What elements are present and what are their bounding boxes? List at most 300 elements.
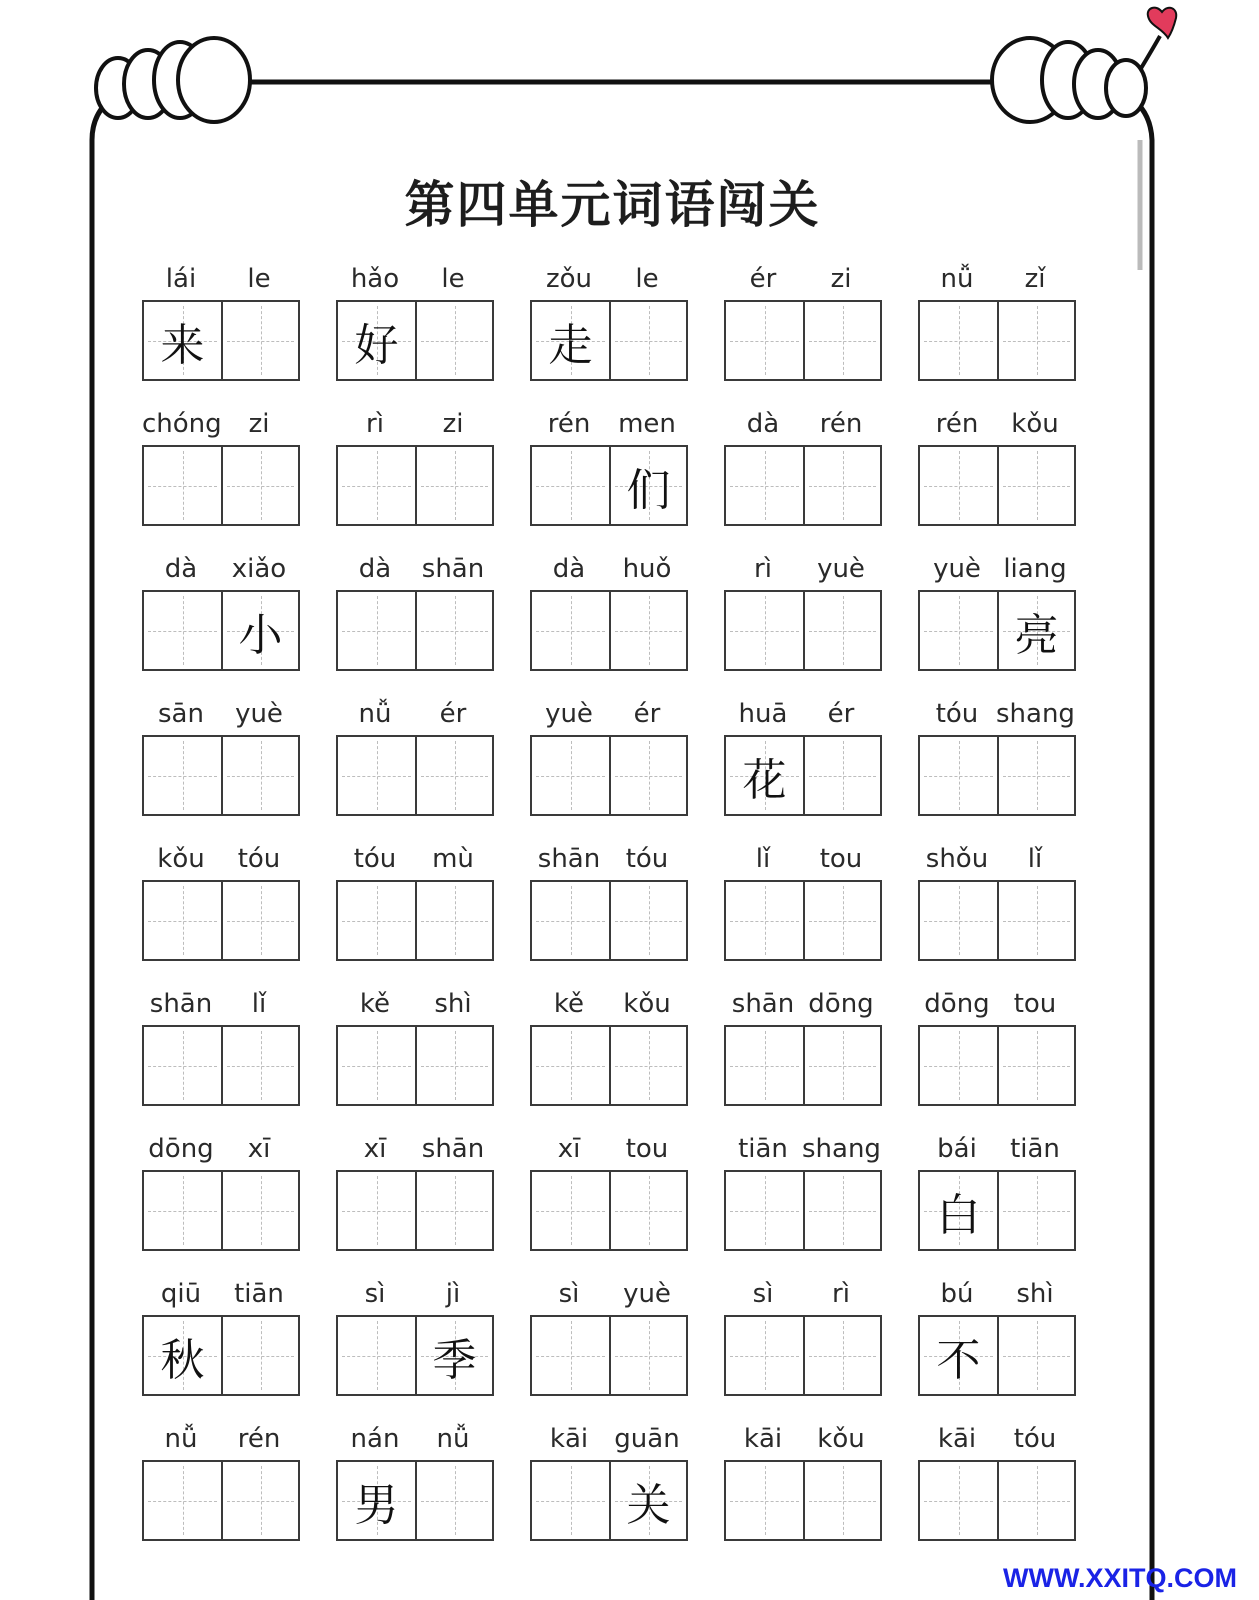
given-character [999, 447, 1074, 524]
character-cell[interactable] [144, 302, 221, 379]
character-cell[interactable] [803, 592, 880, 669]
pinyin-syllable: shǒu [925, 844, 989, 874]
given-character [338, 447, 415, 524]
character-cell[interactable] [726, 592, 803, 669]
given-character [417, 592, 492, 669]
pinyin-syllable: nǚ [940, 264, 974, 294]
character-cell[interactable] [920, 1027, 997, 1104]
word-item [530, 1422, 686, 1567]
character-cell[interactable] [803, 737, 880, 814]
pinyin-row [142, 407, 298, 441]
pinyin-syllable: nǚ [358, 699, 392, 729]
given-character [144, 1172, 221, 1249]
writing-box [142, 300, 300, 381]
pinyin-row [336, 552, 492, 586]
character-cell[interactable] [144, 1027, 221, 1104]
given-character [532, 882, 609, 959]
writing-box [530, 1315, 688, 1396]
character-cell[interactable] [221, 1172, 298, 1249]
given-character [805, 882, 880, 959]
given-character [999, 1172, 1074, 1249]
pinyin-syllable: rén [547, 409, 591, 439]
character-cell[interactable] [609, 1027, 686, 1104]
character-cell[interactable] [532, 302, 609, 379]
character-cell[interactable] [920, 447, 997, 524]
pinyin-row [724, 552, 880, 586]
given-character [417, 1172, 492, 1249]
character-cell[interactable] [920, 1317, 997, 1394]
pinyin-row [918, 552, 1074, 586]
character-cell[interactable] [726, 882, 803, 959]
character-cell[interactable] [338, 1027, 415, 1104]
pinyin-row [142, 842, 298, 876]
word-item [530, 552, 686, 697]
word-item [336, 262, 492, 407]
given-character [532, 447, 609, 524]
given-character: 季 [432, 1334, 477, 1386]
given-character [999, 1462, 1074, 1539]
character-cell[interactable] [997, 302, 1074, 379]
character-cell[interactable] [920, 737, 997, 814]
word-item [724, 407, 880, 552]
pinyin-row [530, 1277, 686, 1311]
word-item [918, 697, 1074, 842]
character-cell[interactable] [532, 592, 609, 669]
character-cell[interactable] [415, 737, 492, 814]
given-character [223, 1027, 298, 1104]
character-cell[interactable] [221, 302, 298, 379]
writing-box [724, 300, 882, 381]
pinyin-row [918, 1422, 1074, 1456]
character-cell[interactable] [609, 447, 686, 524]
given-character [223, 1317, 298, 1394]
given-character [611, 592, 686, 669]
pinyin-syllable: shang [802, 1134, 881, 1164]
writing-box [530, 880, 688, 961]
character-cell[interactable] [144, 882, 221, 959]
word-item [918, 1277, 1074, 1422]
pinyin-syllable: kǒu [157, 844, 205, 874]
pinyin-row [142, 1132, 298, 1166]
writing-box [724, 1460, 882, 1541]
character-cell[interactable] [803, 1462, 880, 1539]
pinyin-syllable: rì [366, 409, 384, 439]
pinyin-syllable: lǐ [1027, 844, 1043, 874]
pinyin-syllable: zǐ [1024, 264, 1046, 294]
writing-box [724, 1315, 882, 1396]
writing-box [918, 1170, 1076, 1251]
character-cell[interactable] [532, 447, 609, 524]
character-cell[interactable] [609, 1462, 686, 1539]
character-cell[interactable] [415, 882, 492, 959]
character-cell[interactable] [338, 302, 415, 379]
pinyin-syllable: tiān [234, 1279, 284, 1309]
character-cell[interactable] [144, 737, 221, 814]
given-character [611, 737, 686, 814]
character-cell[interactable] [609, 592, 686, 669]
pinyin-row [336, 697, 492, 731]
character-cell[interactable] [920, 1462, 997, 1539]
writing-box [142, 1315, 300, 1396]
pinyin-syllable: shān [149, 989, 213, 1019]
character-cell[interactable] [338, 447, 415, 524]
pinyin-row [530, 552, 686, 586]
writing-box [918, 735, 1076, 816]
pinyin-syllable: kě [359, 989, 391, 1019]
character-cell[interactable] [997, 592, 1074, 669]
pinyin-syllable: xiǎo [231, 554, 287, 584]
character-cell[interactable] [221, 737, 298, 814]
given-character [532, 1462, 609, 1539]
pinyin-row [530, 1422, 686, 1456]
given-character [726, 592, 803, 669]
writing-box [918, 1025, 1076, 1106]
given-character [144, 737, 221, 814]
left-curl-decoration [96, 38, 250, 122]
word-item [336, 842, 492, 987]
given-character [338, 882, 415, 959]
given-character [532, 1317, 609, 1394]
given-character [417, 1462, 492, 1539]
character-cell[interactable] [338, 1317, 415, 1394]
pinyin-syllable: yuè [623, 1279, 671, 1309]
pinyin-syllable: tou [1013, 989, 1057, 1019]
pinyin-syllable: sì [558, 1279, 580, 1309]
pinyin-syllable: kāi [743, 1424, 783, 1454]
pinyin-row [918, 262, 1074, 296]
given-character: 亮 [1014, 609, 1059, 661]
writing-box [142, 1025, 300, 1106]
given-character [223, 447, 298, 524]
character-cell[interactable] [221, 447, 298, 524]
character-cell[interactable] [415, 1462, 492, 1539]
pinyin-syllable: xī [557, 1134, 581, 1164]
word-item [918, 262, 1074, 407]
writing-box [724, 1025, 882, 1106]
given-character [726, 1172, 803, 1249]
writing-box [724, 1170, 882, 1251]
given-character [805, 447, 880, 524]
pinyin-syllable: shān [731, 989, 795, 1019]
given-character [920, 302, 997, 379]
word-item [336, 697, 492, 842]
pinyin-syllable: tou [819, 844, 863, 874]
character-cell[interactable] [803, 302, 880, 379]
character-cell[interactable] [803, 447, 880, 524]
pinyin-syllable: xī [247, 1134, 271, 1164]
character-cell[interactable] [803, 882, 880, 959]
pinyin-row [142, 262, 298, 296]
character-cell[interactable] [997, 882, 1074, 959]
word-grid [142, 262, 1082, 1567]
pinyin-syllable: ér [439, 699, 467, 729]
character-cell[interactable] [144, 592, 221, 669]
pinyin-syllable: yuè [235, 699, 283, 729]
given-character [532, 592, 609, 669]
word-item [336, 1277, 492, 1422]
given-character [999, 737, 1074, 814]
pinyin-syllable: yuè [545, 699, 593, 729]
pinyin-row [336, 407, 492, 441]
pinyin-row [724, 697, 880, 731]
character-cell[interactable] [532, 1317, 609, 1394]
pinyin-row [724, 1132, 880, 1166]
given-character [611, 302, 686, 379]
pinyin-row [530, 407, 686, 441]
writing-box [336, 590, 494, 671]
pinyin-syllable: shān [537, 844, 601, 874]
pinyin-syllable: rén [819, 409, 863, 439]
word-item [336, 1132, 492, 1277]
pinyin-row [142, 1277, 298, 1311]
pinyin-syllable: huǒ [622, 554, 672, 584]
word-item [724, 552, 880, 697]
word-item [724, 1132, 880, 1277]
pinyin-row [918, 1132, 1074, 1166]
pinyin-row [336, 987, 492, 1021]
character-cell[interactable] [532, 1027, 609, 1104]
given-character [144, 882, 221, 959]
character-cell[interactable] [920, 882, 997, 959]
pinyin-row [530, 262, 686, 296]
pinyin-syllable: huā [738, 699, 788, 729]
character-cell[interactable] [803, 1172, 880, 1249]
word-item [724, 1422, 880, 1567]
character-cell[interactable] [338, 882, 415, 959]
pinyin-syllable: shān [421, 1134, 485, 1164]
character-cell[interactable] [997, 1172, 1074, 1249]
pinyin-row [142, 1422, 298, 1456]
given-character: 白 [936, 1189, 981, 1241]
given-character [726, 302, 803, 379]
writing-box [530, 445, 688, 526]
word-item [724, 842, 880, 987]
pinyin-syllable: bái [937, 1134, 977, 1164]
pinyin-syllable: nǚ [436, 1424, 470, 1454]
character-cell[interactable] [532, 882, 609, 959]
pinyin-syllable: tiān [738, 1134, 788, 1164]
pinyin-row [918, 407, 1074, 441]
character-cell[interactable] [221, 1027, 298, 1104]
pinyin-row [724, 407, 880, 441]
character-cell[interactable] [415, 1172, 492, 1249]
pinyin-syllable: kǒu [1011, 409, 1059, 439]
character-cell[interactable] [415, 447, 492, 524]
writing-box [530, 1460, 688, 1541]
word-item [336, 987, 492, 1132]
given-character [144, 1462, 221, 1539]
given-character: 秋 [160, 1334, 205, 1386]
watermark: WWW.XXITQ.COM [1003, 1563, 1237, 1593]
pinyin-syllable: sì [364, 1279, 386, 1309]
given-character [223, 737, 298, 814]
pinyin-syllable: le [635, 264, 659, 294]
pinyin-syllable: zi [442, 409, 464, 439]
pinyin-syllable: hǎo [350, 264, 400, 294]
pinyin-syllable: tiān [1010, 1134, 1060, 1164]
pinyin-syllable: jì [445, 1279, 461, 1309]
character-cell[interactable] [221, 882, 298, 959]
character-cell[interactable] [415, 592, 492, 669]
character-cell[interactable] [997, 1317, 1074, 1394]
writing-box [142, 880, 300, 961]
writing-box [724, 590, 882, 671]
pinyin-syllable: zǒu [545, 264, 593, 294]
given-character [805, 737, 880, 814]
writing-box [336, 1025, 494, 1106]
pinyin-syllable: men [618, 409, 676, 439]
given-character [805, 302, 880, 379]
character-cell[interactable] [920, 1172, 997, 1249]
given-character [805, 1172, 880, 1249]
writing-box [918, 1460, 1076, 1541]
word-item [530, 262, 686, 407]
character-cell[interactable] [144, 447, 221, 524]
character-cell[interactable] [338, 737, 415, 814]
pinyin-syllable: le [441, 264, 465, 294]
character-cell[interactable] [415, 1317, 492, 1394]
pinyin-row [336, 262, 492, 296]
pinyin-syllable: xī [363, 1134, 387, 1164]
page-title: 第四单元词语闯关 [404, 176, 821, 234]
given-character [920, 1027, 997, 1104]
character-cell[interactable] [726, 1172, 803, 1249]
given-character: 们 [626, 464, 671, 516]
character-cell[interactable] [144, 1462, 221, 1539]
pinyin-syllable: kǒu [817, 1424, 865, 1454]
character-cell[interactable] [726, 737, 803, 814]
given-character: 男 [354, 1479, 399, 1531]
writing-box [724, 880, 882, 961]
pinyin-syllable: dà [358, 554, 392, 584]
right-curl-decoration [992, 36, 1160, 122]
pinyin-syllable: sì [752, 1279, 774, 1309]
heart-icon [1148, 8, 1177, 38]
character-cell[interactable] [997, 1027, 1074, 1104]
character-cell[interactable] [532, 1172, 609, 1249]
word-item [530, 1277, 686, 1422]
word-item [530, 1132, 686, 1277]
word-item [142, 842, 298, 987]
character-cell[interactable] [609, 882, 686, 959]
character-cell[interactable] [221, 1317, 298, 1394]
pinyin-syllable: guān [614, 1424, 680, 1454]
character-cell[interactable] [920, 592, 997, 669]
given-character [999, 882, 1074, 959]
given-character [805, 1317, 880, 1394]
pinyin-row [530, 1132, 686, 1166]
character-cell[interactable] [803, 1027, 880, 1104]
writing-box [336, 880, 494, 961]
word-item [530, 697, 686, 842]
character-cell[interactable] [338, 1462, 415, 1539]
character-cell[interactable] [415, 1027, 492, 1104]
pinyin-syllable: lǐ [755, 844, 771, 874]
pinyin-row [142, 697, 298, 731]
character-cell[interactable] [726, 1027, 803, 1104]
given-character [999, 302, 1074, 379]
character-cell[interactable] [726, 1317, 803, 1394]
pinyin-syllable: dà [164, 554, 198, 584]
pinyin-syllable: kǒu [623, 989, 671, 1019]
pinyin-row [530, 987, 686, 1021]
pinyin-syllable: lái [165, 264, 197, 294]
pinyin-syllable: qiū [160, 1279, 202, 1309]
pinyin-syllable: yuè [817, 554, 865, 584]
character-cell[interactable] [997, 447, 1074, 524]
word-item [918, 407, 1074, 552]
given-character [417, 737, 492, 814]
given-character [920, 1462, 997, 1539]
character-cell[interactable] [803, 1317, 880, 1394]
character-cell[interactable] [609, 737, 686, 814]
given-character [417, 882, 492, 959]
character-cell[interactable] [221, 1462, 298, 1539]
writing-box [724, 735, 882, 816]
writing-box [336, 445, 494, 526]
character-cell[interactable] [144, 1317, 221, 1394]
writing-box [918, 300, 1076, 381]
given-character: 不 [936, 1334, 981, 1386]
given-character [726, 882, 803, 959]
pinyin-syllable: tóu [625, 844, 669, 874]
character-cell[interactable] [726, 302, 803, 379]
given-character [223, 1462, 298, 1539]
pinyin-syllable: ér [749, 264, 777, 294]
writing-box [142, 590, 300, 671]
pinyin-syllable: dōng [148, 1134, 214, 1164]
character-cell[interactable] [920, 302, 997, 379]
pinyin-syllable: dōng [808, 989, 874, 1019]
character-cell[interactable] [415, 302, 492, 379]
character-cell[interactable] [997, 1462, 1074, 1539]
character-cell[interactable] [609, 1172, 686, 1249]
pinyin-syllable: kāi [937, 1424, 977, 1454]
writing-box [336, 1315, 494, 1396]
word-item [142, 1277, 298, 1422]
character-cell[interactable] [726, 1462, 803, 1539]
writing-box [530, 590, 688, 671]
given-character [805, 592, 880, 669]
character-cell[interactable] [609, 1317, 686, 1394]
pinyin-row [530, 842, 686, 876]
pinyin-row [724, 1422, 880, 1456]
character-cell[interactable] [997, 737, 1074, 814]
pinyin-syllable: tóu [935, 699, 979, 729]
character-cell[interactable] [338, 1172, 415, 1249]
character-cell[interactable] [609, 302, 686, 379]
character-cell[interactable] [221, 592, 298, 669]
pinyin-row [336, 1422, 492, 1456]
given-character: 走 [548, 319, 593, 371]
given-character [920, 592, 997, 669]
pinyin-syllable: rì [832, 1279, 850, 1309]
pinyin-row [918, 1277, 1074, 1311]
character-cell[interactable] [338, 592, 415, 669]
character-cell[interactable] [532, 1462, 609, 1539]
character-cell[interactable] [144, 1172, 221, 1249]
given-character [223, 302, 298, 379]
pinyin-syllable: dōng [924, 989, 990, 1019]
given-character [144, 1027, 221, 1104]
pinyin-syllable: zi [830, 264, 852, 294]
pinyin-syllable: shì [434, 989, 472, 1019]
character-cell[interactable] [532, 737, 609, 814]
character-cell[interactable] [726, 447, 803, 524]
word-item [142, 697, 298, 842]
pinyin-syllable: nǚ [164, 1424, 198, 1454]
writing-box [918, 590, 1076, 671]
